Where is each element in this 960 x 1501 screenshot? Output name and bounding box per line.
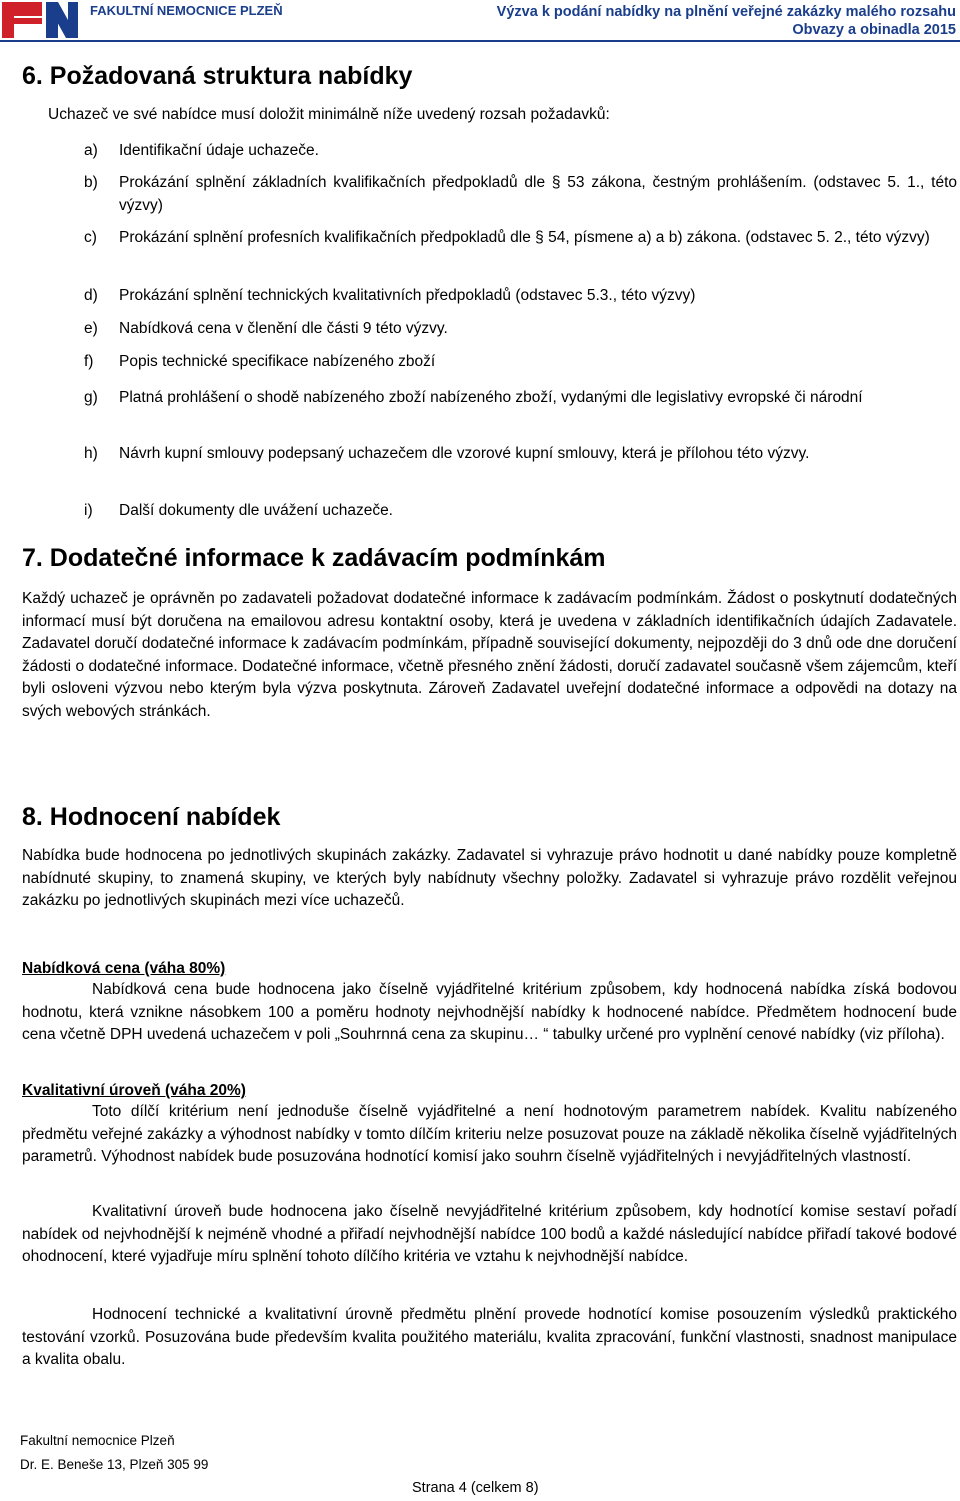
list-item-text: Návrh kupní smlouvy podepsaný uchazečem dle vzorové kupní smlouvy, která je přílohou této výzvy. [119,445,810,462]
price-criterion-text: Nabídková cena bude hodnocena jako číselně vyjádřitelné kritérium způsobem, kdy hodnocená nabídka získá bodovou hodnotu, která vznikne násobkem 100 a poměru hodnoty nejvhodnější nabídky k hodnocené nabídce. Předmětem hodnocení bude cena včetně DPH uvedená uchazečem v poli „Souhrnná cena za skupinu… “ tabulky určené pro vyplnění cenové nabídky (viz příloha). [22,981,957,1043]
list-item-label: c) [84,229,97,246]
section-7-text: Každý uchazeč je oprávněn po zadavateli požadovat dodatečné informace k zadávacím podmínkám. Žádost o poskytnutí dodatečných informací musí být doručena na emailovou adresu kontaktní osoby, která je uvedena v základních identifikačních údajích Zadavatele. Zadavatel doručí dodatečné informace k zadávacím podmínkám, případně související dokumenty, nejpozději do 3 dnů ode dne doručení žádosti o dodatečné informace. Dodatečné informace, včetně přesného znění žádosti, doručí zadavatel současně všem zájemcům, kteří byli osloveni výzvou nebo kterým byla výzva poskytnuta. Zároveň Zadavatel uveřejní dodatečné informace a odpovědi na dotazy na svých webových stránkách. [22,590,957,720]
list-item-text: Identifikační údaje uchazeče. [119,142,319,159]
list-item-text: Prokázání splnění základních kvalifikačních předpokladů dle § 53 zákona, čestným prohlášením. (odstavec 5. 1., této výzvy) [119,174,957,214]
footer-address: Dr. E. Beneše 13, Plzeň 305 99 [20,1457,209,1472]
section-8-text: Nabídka bude hodnocena po jednotlivých skupinách zakázky. Zadavatel si vyhrazuje právo hodnotit u dané nabídky pouze kompletně nabídnuté skupiny, to znamená skupiny, ve kterých byly nabídnuty všechny položky. Zadavatel si vyhrazuje právo rozdělit veřejnou zakázku po jednotlivých skupinách mezi více uchazečů. [22,847,957,909]
quality-criterion-heading: Kvalitativní úroveň (váha 20%) [22,1082,246,1099]
document-title: Výzva k podání nabídky na plnění veřejné zakázky malého rozsahu [496,4,956,20]
section-7-heading: 7. Dodatečné informace k zadávacím podmínkám [22,544,606,572]
list-item-text: Prokázání splnění profesních kvalifikačních předpokladů dle § 54, písmene a) a b) zákona. (odstavec 5. 2., této výzvy) [119,229,930,246]
header-title-block [497,3,956,39]
list-item-text: Popis technické specifikace nabízeného zboží [119,353,436,370]
org-title: FAKULTNÍ NEMOCNICE PLZEŇ [90,3,283,18]
page-header [0,0,960,40]
fn-logo-icon [2,2,80,38]
quality-paragraph-3: Hodnocení technické a kvalitativní úrovně předmětu plnění provede hodnotící komise posouzením výsledků praktického testování vzorků. Posuzována bude především kvalita použitého materiálu, kvalita zpracování, funkční vlastnosti, snadnost manipulace a kvalita obalu. [22,1306,957,1368]
list-item-label: g) [84,389,98,406]
list-item-label: b) [84,174,98,191]
list-item-text: Další dokumenty dle uvážení uchazeče. [119,502,393,519]
list-item-label: d) [84,287,98,304]
quality-paragraph-1: Toto dílčí kritérium není jednoduše číselně vyjádřitelné a není hodnotovým parametrem nabídek. Kvalitu nabízeného předmětu veřejné zakázky a výhodnost nabídky v tomto dílčím kriteriu nelze posuzovat pouze na základě několika číselně vyjádřitelných parametrů. Výhodnost nabídek bude posuzována hodnotící komisí jako souhrn číselně vyjádřitelných i nevyjádřitelných vlastností. [22,1103,957,1165]
list-item-label: e) [84,320,98,337]
section-6-heading: 6. Požadovaná struktura nabídky [22,62,413,90]
list-item-text: Nabídková cena v členění dle části 9 této výzvy. [119,320,448,337]
quality-paragraph-2: Kvalitativní úroveň bude hodnocena jako číselně nevyjádřitelné kritérium způsobem, kdy hodnotící komise sestaví pořadí nabídek od nejvhodnější k nejméně vhodné a přiřadí nejvhodnější nabídce 100 bodů a každé následující nabídce přiřadí takové bodové ohodnocení, které vyjadřuje míru splnění tohoto dílčího kritéria ve vztahu k nejvhodnější nabídce. [22,1203,957,1265]
list-item-text: Prokázání splnění technických kvalitativních předpokladů (odstavec 5.3., této výzvy) [119,287,696,304]
section-8-heading: 8. Hodnocení nabídek [22,803,281,831]
header-divider [0,40,960,42]
list-item-text: Platná prohlášení o shodě nabízeného zboží nabízeného zboží, vydanými dle legislativy evropské či národní [119,389,863,406]
document-subtitle: Obvazy a obinadla 2015 [792,22,956,38]
list-item-label: a) [84,142,98,159]
list-item-label: i) [84,502,93,519]
footer-org: Fakultní nemocnice Plzeň [20,1433,175,1448]
list-item-label: f) [84,353,94,370]
list-item-label: h) [84,445,98,462]
section-6-intro: Uchazeč ve své nabídce musí doložit minimálně níže uvedený rozsah požadavků: [48,106,610,123]
page-number: Strana 4 (celkem 8) [412,1480,539,1496]
price-criterion-heading: Nabídková cena (váha 80%) [22,960,226,977]
